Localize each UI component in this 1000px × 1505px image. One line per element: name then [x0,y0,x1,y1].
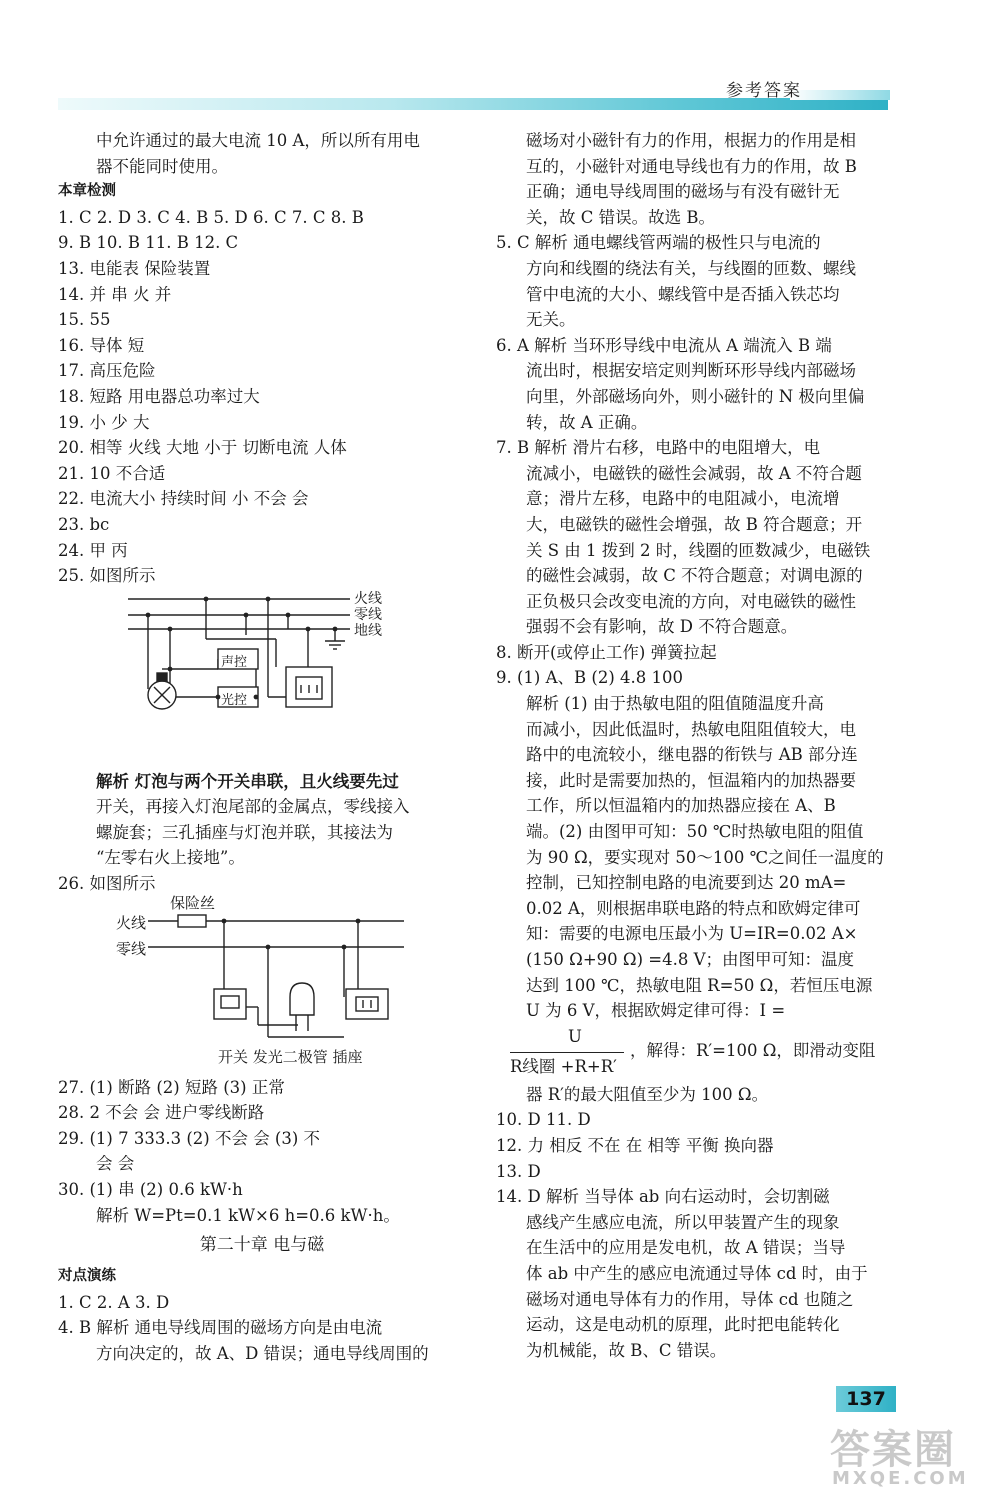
answer-line: 7. B 解析 滑片右移，电路中的电阻增大，电 [496,438,821,458]
answer-line: 30. (1) 串 (2) 0.6 kW·h [58,1180,243,1200]
answer-line: 向里，外部磁场向外，则小磁针的 N 极向里偏 [526,386,865,406]
explanation-line: 端。(2) 由图甲可知：50 ℃时热敏电阻的阻值 [526,822,864,842]
live-label: 火线 [116,913,147,932]
explanation-text: 解析 灯泡与两个开关串联，且火线要先过 [96,771,399,791]
answer-line: 21. 10 不合适 [58,463,166,483]
answer-line: 14. 并 串 火 并 [58,284,172,304]
watermark-url: MXQE.COM [832,1468,969,1489]
answer-line: 12. 力 相反 不在 在 相等 平衡 换向器 [496,1135,774,1155]
answer-line: 10. D 11. D [496,1110,591,1130]
explanation-line: 工作，所以恒温箱内的加热器应接在 A、B [526,796,836,816]
explanation-line: 接，此时是需要加热的，恒温箱内的加热器要 [526,770,856,790]
answer-line: 26. 如图所示 [58,874,156,894]
answer-line: 方向和线圈的绕法有关，与线圈的匝数、螺线 [526,258,856,278]
answer-line: 14. D 解析 当导体 ab 向右运动时，会切割磁 [496,1187,830,1207]
answer-line: 无关。 [526,310,576,330]
explanation-line: 控制，已知控制电路的电流要到达 20 mA= [526,873,847,893]
junction-dots [222,918,361,949]
explanation-line: “左零右火上接地”。 [96,848,245,868]
answer-line: 磁场对小磁针有力的作用，根据力的作用是相 [526,131,856,150]
circuit-diagram-25 [58,589,466,769]
answer-line: 关 S 由 1 拨到 2 时，线圈的匝数减少，电磁铁 [526,540,871,560]
answer-line: 大，电磁铁的磁性会增强，故 B 符合题意；开 [526,514,863,534]
fuse-label: 保险丝 [170,893,216,912]
answer-line: 互的，小磁针对通电导线也有力的作用，故 B [526,156,857,176]
fraction-numerator: U [568,1026,582,1046]
explanation-line: 螺旋套；三孔插座与灯泡并联，其接法为 [96,822,393,842]
explanation-line: 而减小，因此低温时，热敏电阻阻值较大，电 [526,719,856,739]
fraction-denominator: R线圈 +R+R′ [510,1056,617,1076]
section-heading: 本章检测 [58,183,116,200]
answer-line: 关，故 C 错误。故选 B。 [526,207,715,227]
live-label: 火线 [354,590,382,607]
answer-line: 23. bc [58,514,110,534]
answer-line: 27. (1) 断路 (2) 短路 (3) 正常 [58,1077,285,1097]
circuit-26-svg [108,897,408,1047]
answer-line: 28. 2 不会 会 进户零线断路 [58,1103,265,1123]
answer-line: 正负极只会改变电流的方向，对电磁铁的磁性 [526,591,856,611]
answer-line: 的磁性会减弱，故 C 不符合题意；对调电源的 [526,566,863,586]
answer-line: 运动，这是电动机的原理，此时把电能转化 [526,1315,840,1335]
answer-line: 6. A 解析 当环形导线中电流从 A 端流入 B 端 [496,335,832,355]
watermark-logo [820,1418,990,1498]
answer-line: 5. C 解析 通电螺线管两端的极性只与电流的 [496,233,821,253]
answer-line: 9. B 10. B 11. B 12. C [58,233,239,253]
answer-line: 磁场对通电导体有力的作用，导体 cd 也随之 [526,1289,854,1309]
answer-line: 18. 短路 用电器总功率过大 [58,386,260,406]
page-number: 137 [836,1386,896,1412]
explanation-line: 器 R′的最大阻值至少为 100 Ω。 [526,1084,769,1104]
neutral-label: 零线 [116,939,147,958]
right-column [496,128,894,1363]
fraction-line [510,1024,894,1082]
answer-line: 转，故 A 正确。 [526,412,648,432]
answer-line: 方向决定的，故 A、D 错误；通电导线周围的 [96,1344,429,1363]
answer-line: 17. 高压危险 [58,361,156,381]
answer-line: 22. 电流大小 持续时间 小 不会 会 [58,489,309,509]
answer-line: 体 ab 中产生的感应电流通过导体 cd 时，由于 [526,1263,868,1283]
fuse-box [178,915,206,927]
explanation-line: 解析 W=Pt=0.1 kW×6 h=0.6 kW·h。 [96,1205,400,1225]
answer-line: 9. (1) A、B (2) 4.8 100 [496,668,683,688]
answer-line: 1. C 2. A 3. D [58,1292,170,1312]
ground-label: 地线 [354,622,382,639]
answer-line: 19. 小 少 大 [58,412,150,432]
answer-line: 13. 电能表 保险装置 [58,258,211,278]
answer-line: 4. B 解析 通电导线周围的磁场方向是由电流 [58,1318,383,1338]
left-column [58,128,466,1367]
answer-line: 8. 断开(或停止工作) 弹簧拉起 [496,642,717,662]
explanation-line: 达到 100 ℃，热敏电阻 R=50 Ω，若恒压电源 [526,975,873,995]
explanation-line: 知：需要的电源电压最小为 U=IR=0.02 A× [526,924,858,944]
answer-line: 29. (1) 7 333.3 (2) 不会 会 (3) 不 [58,1128,321,1148]
chapter-title: 第二十章 电与磁 [199,1235,325,1256]
explanation-line: 路中的电流较小，继电器的衔铁与 AB 部分连 [526,745,858,765]
continued-text: 器不能同时使用。 [96,156,228,176]
answer-line: 在生活中的应用是发电机，故 A 错误；当导 [526,1238,846,1258]
answer-line: 意；滑片左移，电路中的电阻减小，电流增 [526,489,840,509]
header-bar-accent [790,90,890,100]
answer-line: 流减小，电磁铁的磁性会减弱，故 A 不符合题 [526,463,862,483]
answer-line: 1. C 2. D 3. C 4. B 5. D 6. C 7. C 8. B [58,207,364,227]
header-title: 参考答案 [726,81,802,101]
neutral-label: 零线 [354,606,382,623]
explanation-line: U 为 6 V，根据欧姆定律可得：I = [526,1001,786,1021]
answer-line: 正确；通电导线周围的磁场与有没有磁针无 [526,182,840,202]
answer-line: 管中电流的大小、螺线管中是否插入铁芯均 [526,284,840,304]
led [290,983,314,1015]
explanation-line: (150 Ω+90 Ω) =4.8 V；由图甲可知：温度 [526,950,855,969]
answer-line: 流出时，根据安培定则判断环形导线内部磁场 [526,361,856,381]
explanation-line: 开关，再接入灯泡尾部的金属点，零线接入 [96,797,410,817]
section-heading: 对点演练 [58,1268,116,1285]
explanation-line: 0.02 A，则根据串联电路的特点和欧姆定律可 [526,898,861,918]
explanation-line [58,769,466,795]
fraction-bar [510,1052,624,1053]
answer-line: 25. 如图所示 [58,566,156,586]
sound-switch-label: 声控 [221,654,248,670]
explanation-line: 解析 (1) 由于热敏电阻的阻值随温度升高 [526,694,824,714]
answer-line: 感线产生感应电流，所以甲装置产生的现象 [526,1212,840,1232]
light-switch-label: 光控 [221,692,248,708]
fraction-continuation: ，解得：R′=100 Ω，即滑动变阻 [630,1040,876,1060]
answer-line: 24. 甲 丙 [58,540,128,560]
component-caption: 开关 发光二极管 插座 [218,1047,363,1066]
answer-line: 会 会 [96,1154,135,1174]
answer-line: 15. 55 [58,310,111,330]
watermark-text: 答案圈 [830,1427,956,1473]
answer-line: 为机械能，故 B、C 错误。 [526,1340,727,1360]
answer-line: 16. 导体 短 [58,335,145,355]
continued-text: 中允许通过的最大电流 10 A，所以所有用电 [96,131,420,150]
explanation-line: 为 90 Ω，要实现对 50～100 ℃之间任一温度的 [526,847,884,867]
circuit-diagram-26 [58,893,466,1075]
answer-line: 强弱不会有影响，故 D 不符合题意。 [526,617,798,637]
answer-line: 13. D [496,1161,541,1181]
answer-line: 20. 相等 火线 大地 小于 切断电流 人体 [58,438,347,458]
